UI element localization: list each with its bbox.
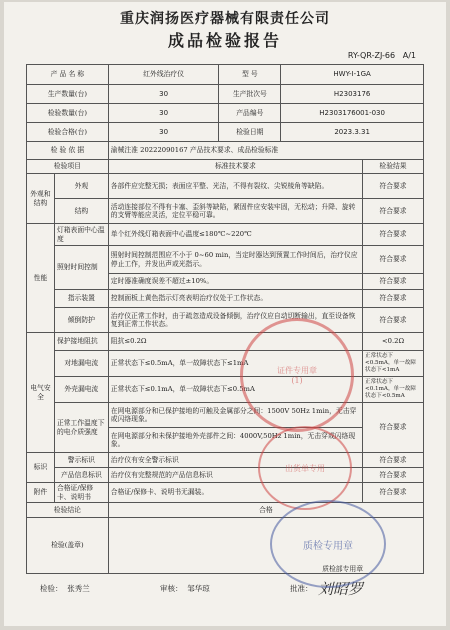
- row-structure-result: 符合要求: [363, 199, 424, 224]
- pass-qty-label: 检验合格(台): [27, 123, 109, 142]
- row-warning-result: 符合要求: [363, 453, 424, 468]
- row-indicator-result: 符合要求: [363, 290, 424, 308]
- row-product-label-name: 产品信息标识: [54, 468, 108, 483]
- row-timer-std1: 照射时间控制范围应不小于 0~60 min，当定时器达到预置工作时间后，治疗仪应停止工作，并发出声或光指示。: [108, 246, 362, 274]
- section-accessories: 附件: [27, 483, 55, 503]
- section-appearance: 外观和结构: [27, 174, 55, 224]
- qc-seal: 质检专用章: [270, 500, 386, 588]
- row-docs-std: 合格证/保修卡、说明书无漏装。: [108, 483, 362, 503]
- footer-inspector: 检验： 张秀兰: [40, 584, 90, 593]
- row-patient-leak-std: 正常状态下≤0.5mA，单一故障状态下≤1mA: [108, 351, 362, 377]
- row-structure-name: 结构: [54, 199, 108, 224]
- prod-qty-label: 生产数量(台): [27, 85, 109, 104]
- basis-value: 渝械注准 20222090167 产品技术要求、成品检验标准: [108, 142, 423, 160]
- batch-label: 生产批次号: [219, 85, 281, 104]
- row-dielectric-std1: 在网电源部分和已保护接地的可触及金属部分之间：1500V 50Hz 1min，无击穿或闪络现象。: [108, 403, 362, 428]
- row-appearance-std: 各部件应完整无损；表面应平整、光洁，不得有裂纹、尖锐棱角等缺陷。: [108, 174, 362, 199]
- row-docs-result: 符合要求: [363, 483, 424, 503]
- row-appearance-name: 外观: [54, 174, 108, 199]
- model-value: HWY-I-1GA: [281, 65, 424, 85]
- row-docs-name: 合格证/保修卡、说明书: [54, 483, 108, 503]
- row-patient-leak-name: 对地漏电流: [54, 351, 108, 377]
- row-ground-result: <0.2Ω: [363, 333, 424, 351]
- row-protection-name: 倾倒防护: [54, 308, 108, 333]
- inspection-table: [26, 64, 424, 574]
- row-ground-name: 保护接地阻抗: [54, 333, 108, 351]
- section-electrical: 电气安全: [27, 333, 55, 453]
- row-lamp-temp-result: 符合要求: [363, 224, 424, 246]
- row-lamp-temp-name: 灯箱表面中心温度: [54, 224, 108, 246]
- batch-value: H2303176: [281, 85, 424, 104]
- row-appearance-result: 符合要求: [363, 174, 424, 199]
- row-warning-std: 治疗仪有安全警示标识: [108, 453, 362, 468]
- conclusion-label: 检验结论: [27, 503, 109, 518]
- report-title: 成品检验报告: [167, 31, 282, 50]
- conclusion-value: 合格: [108, 503, 423, 518]
- row-timer-name: 照射时间控制: [54, 246, 108, 290]
- row-dielectric-name: 正常工作温度下的电介质强度: [54, 403, 108, 453]
- certificate-seal: 证件专用章 (1): [240, 318, 354, 432]
- header-result: 检验结果: [363, 160, 424, 174]
- row-timer-std2: 定时器准确度误差不超过±10%。: [108, 274, 362, 290]
- approver-signature: 刘昭罗: [318, 580, 364, 598]
- serial-value: H2303176001-030: [281, 104, 424, 123]
- serial-label: 产品编号: [219, 104, 281, 123]
- product-name-value: 红外线治疗仪: [108, 65, 219, 85]
- row-case-leak-std: 正常状态下≤0.1mA，单一故障状态下≤0.5mA: [108, 377, 362, 403]
- prod-qty-value: 30: [108, 85, 219, 104]
- row-protection-result: 符合要求: [363, 308, 424, 333]
- shipping-seal: 出货单专用: [258, 426, 352, 510]
- row-protection-std: 治疗仪正常工作时，由于疏忽造成设备倾倒，治疗仪应自动切断输出，直至设备恢复到正常工作状态。: [108, 308, 362, 333]
- inspector-stamp-label: 检验(盖章): [27, 518, 109, 574]
- row-structure-std: 活动连接部位不得有卡塞、歪斜等缺陷，紧固件应安装牢固，无松动；升降、旋转的支臂等能应灵活，定位平稳可靠。: [108, 199, 362, 224]
- row-product-label-std: 治疗仪有完整规范的产品信息标识: [108, 468, 362, 483]
- date-value: 2023.3.31: [281, 123, 424, 142]
- row-dielectric-result: 符合要求: [363, 403, 424, 453]
- row-warning-name: 警示标识: [54, 453, 108, 468]
- section-performance: 性能: [27, 224, 55, 333]
- row-dielectric-std2: 在网电源部分和未保护接地外壳部件之间：4000V,50Hz 1min，无击穿或闪络现象。: [108, 428, 362, 453]
- row-patient-leak-result: 正常状态下<0.5mA，单一故障状态下<1mA: [363, 351, 424, 377]
- header-item: 检验项目: [27, 160, 109, 174]
- header-standard: 标准技术要求: [108, 160, 362, 174]
- row-indicator-name: 指示装置: [54, 290, 108, 308]
- document-number: RY-QR-ZJ-66 A/1: [347, 51, 416, 60]
- insp-qty-label: 检验数量(台): [27, 104, 109, 123]
- row-timer-result1: 符合要求: [363, 246, 424, 274]
- model-label: 型 号: [219, 65, 281, 85]
- date-label: 检验日期: [219, 123, 281, 142]
- product-name-label: 产 品 名 称: [27, 65, 109, 85]
- section-marking: 标识: [27, 453, 55, 483]
- row-product-label-result: 符合要求: [363, 468, 424, 483]
- row-indicator-std: 控制面板上黄色指示灯亮表明治疗仪处于工作状态。: [108, 290, 362, 308]
- pass-qty-value: 30: [108, 123, 219, 142]
- company-name: 重庆润扬医疗器械有限责任公司: [120, 11, 330, 27]
- row-timer-result2: 符合要求: [363, 274, 424, 290]
- row-lamp-temp-std: 单个红外线灯箱表面中心温度≤180℃~220℃: [108, 224, 362, 246]
- row-case-leak-result: 正常状态下<0.1mA，单一故障状态下<0.5mA: [363, 377, 424, 403]
- footer-reviewer: 审核： 邹华琼: [160, 584, 210, 593]
- basis-label: 检 验 依 据: [27, 142, 109, 160]
- row-case-leak-name: 外壳漏电流: [54, 377, 108, 403]
- qc-stamp-label: 质检部专用章: [108, 518, 423, 574]
- footer-approver-label: 批准：: [290, 584, 313, 593]
- row-ground-std: 阻抗≤0.2Ω: [108, 333, 362, 351]
- insp-qty-value: 30: [108, 104, 219, 123]
